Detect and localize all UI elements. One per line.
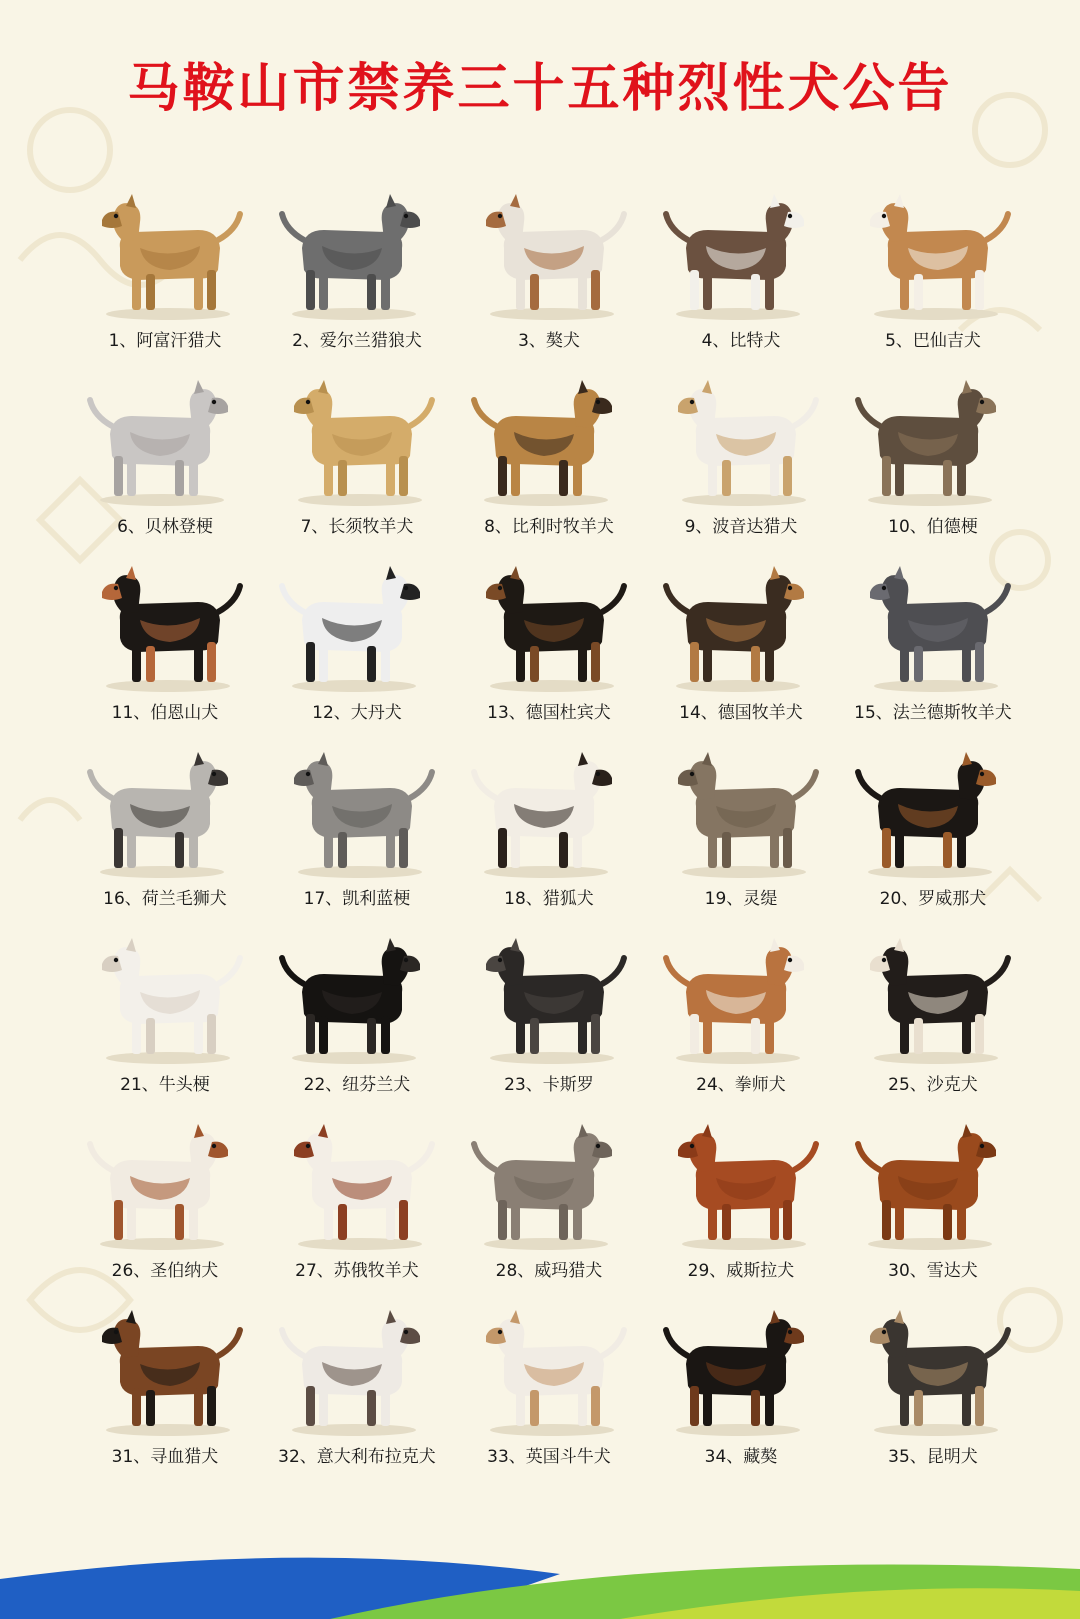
dog-photo xyxy=(848,1120,1018,1252)
dog-photo xyxy=(464,562,634,694)
breed-label: 13、德国杜宾犬 xyxy=(487,703,611,723)
dog-photo xyxy=(272,376,442,508)
breed-label: 12、大丹犬 xyxy=(312,703,402,723)
breed-label: 32、意大利布拉克犬 xyxy=(278,1447,436,1467)
breed-label: 35、昆明犬 xyxy=(888,1447,978,1467)
breed-label: 5、巴仙吉犬 xyxy=(885,331,981,351)
breed-card xyxy=(838,190,1028,376)
breed-card xyxy=(454,1306,644,1492)
breed-label: 23、卡斯罗 xyxy=(504,1075,594,1095)
breed-card xyxy=(838,748,1028,934)
breed-card xyxy=(262,376,452,562)
dog-photo xyxy=(848,1306,1018,1438)
breed-label: 25、沙克犬 xyxy=(888,1075,978,1095)
breed-label: 15、法兰德斯牧羊犬 xyxy=(854,703,1012,723)
footer-stripes xyxy=(0,1519,1080,1619)
dog-photo xyxy=(80,1120,250,1252)
dog-photo xyxy=(80,934,250,1066)
dog-photo xyxy=(80,376,250,508)
dog-photo xyxy=(272,748,442,880)
dog-photo xyxy=(656,190,826,322)
breed-card xyxy=(646,1120,836,1306)
dog-photo xyxy=(80,748,250,880)
breed-grid xyxy=(70,190,1030,1492)
dog-photo xyxy=(656,934,826,1066)
breed-label: 16、荷兰毛狮犬 xyxy=(103,889,227,909)
breed-label: 17、凯利蓝梗 xyxy=(303,889,411,909)
breed-label: 9、波音达猎犬 xyxy=(684,517,798,537)
breed-card xyxy=(838,934,1028,1120)
dog-photo xyxy=(848,748,1018,880)
breed-label: 20、罗威那犬 xyxy=(879,889,987,909)
dog-photo xyxy=(464,748,634,880)
breed-card xyxy=(70,562,260,748)
dog-photo xyxy=(80,1306,250,1438)
breed-label: 24、拳师犬 xyxy=(696,1075,786,1095)
breed-card xyxy=(262,190,452,376)
breed-card xyxy=(70,1120,260,1306)
breed-card xyxy=(454,748,644,934)
dog-photo xyxy=(464,1306,634,1438)
poster-title: 马鞍山市禁养三十五种烈性犬公告 xyxy=(127,59,953,119)
breed-label: 10、伯德梗 xyxy=(888,517,978,537)
breed-label: 22、纽芬兰犬 xyxy=(303,1075,411,1095)
dog-photo xyxy=(656,748,826,880)
breed-card xyxy=(646,376,836,562)
breed-card xyxy=(646,1306,836,1492)
dog-photo xyxy=(848,376,1018,508)
breed-label: 27、苏俄牧羊犬 xyxy=(295,1261,419,1281)
breed-card xyxy=(70,934,260,1120)
breed-card xyxy=(838,376,1028,562)
dog-photo xyxy=(80,562,250,694)
dog-photo xyxy=(848,934,1018,1066)
breed-card xyxy=(838,1120,1028,1306)
breed-card xyxy=(454,1120,644,1306)
dog-photo xyxy=(464,376,634,508)
breed-label: 31、寻血猎犬 xyxy=(111,1447,219,1467)
breed-card xyxy=(70,1306,260,1492)
breed-card xyxy=(70,748,260,934)
breed-card xyxy=(838,1306,1028,1492)
breed-label: 30、雪达犬 xyxy=(888,1261,978,1281)
dog-photo xyxy=(272,190,442,322)
dog-photo xyxy=(272,1306,442,1438)
breed-label: 33、英国斗牛犬 xyxy=(487,1447,611,1467)
breed-label: 29、威斯拉犬 xyxy=(687,1261,795,1281)
breed-card xyxy=(262,1120,452,1306)
breed-label: 26、圣伯纳犬 xyxy=(111,1261,219,1281)
dog-photo xyxy=(272,562,442,694)
breed-card xyxy=(262,934,452,1120)
breed-label: 1、阿富汗猎犬 xyxy=(108,331,222,351)
breed-label: 3、獒犬 xyxy=(518,331,580,351)
dog-photo xyxy=(656,1120,826,1252)
breed-label: 21、牛头梗 xyxy=(120,1075,210,1095)
breed-label: 7、长须牧羊犬 xyxy=(300,517,414,537)
breed-label: 14、德国牧羊犬 xyxy=(679,703,803,723)
breed-card xyxy=(70,190,260,376)
dog-photo xyxy=(464,190,634,322)
breed-label: 11、伯恩山犬 xyxy=(111,703,219,723)
breed-card xyxy=(454,562,644,748)
breed-card xyxy=(454,376,644,562)
dog-photo xyxy=(464,934,634,1066)
breed-label: 8、比利时牧羊犬 xyxy=(484,517,614,537)
dog-photo xyxy=(80,190,250,322)
breed-card xyxy=(262,1306,452,1492)
breed-card xyxy=(262,562,452,748)
dog-photo xyxy=(656,1306,826,1438)
dog-photo xyxy=(272,934,442,1066)
breed-card xyxy=(70,376,260,562)
breed-label: 2、爱尔兰猎狼犬 xyxy=(292,331,422,351)
breed-label: 19、灵缇 xyxy=(704,889,778,909)
breed-card xyxy=(454,934,644,1120)
breed-label: 28、威玛猎犬 xyxy=(495,1261,603,1281)
dog-photo xyxy=(464,1120,634,1252)
dog-photo xyxy=(848,562,1018,694)
breed-card xyxy=(838,562,1028,748)
dog-photo xyxy=(656,376,826,508)
breed-card xyxy=(454,190,644,376)
breed-label: 6、贝林登梗 xyxy=(117,517,213,537)
dog-photo xyxy=(656,562,826,694)
breed-card xyxy=(646,748,836,934)
dog-photo xyxy=(848,190,1018,322)
breed-label: 18、猎狐犬 xyxy=(504,889,594,909)
breed-label: 34、藏獒 xyxy=(704,1447,778,1467)
breed-card xyxy=(646,934,836,1120)
dog-photo xyxy=(272,1120,442,1252)
breed-card xyxy=(262,748,452,934)
breed-label: 4、比特犬 xyxy=(701,331,781,351)
breed-card xyxy=(646,562,836,748)
breed-card xyxy=(646,190,836,376)
